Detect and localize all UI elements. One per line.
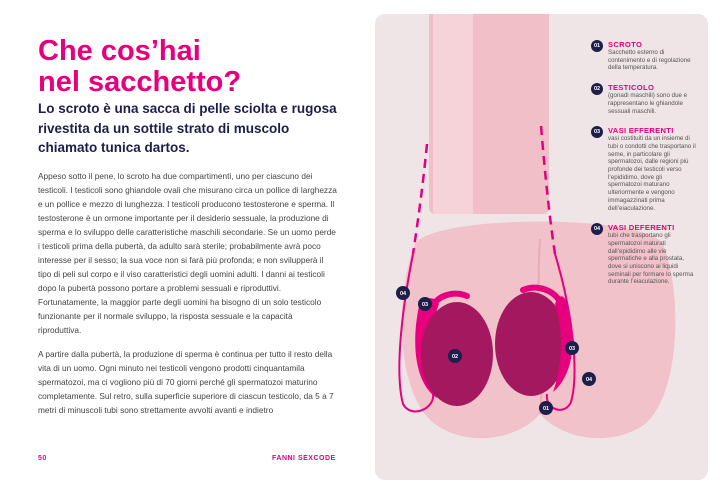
marker-02 <box>448 349 462 363</box>
marker-04-right-label: 04 <box>585 377 593 383</box>
marker-01 <box>539 401 553 415</box>
legend-item-scroto <box>591 40 703 72</box>
body-paragraph-2: A partire dalla pubertà, la produzione di sperma è continua per tutto il resto della vita di un uomo. Ogni minuto nei testicoli vengono prodotti cinquantamila spermatozoi, ma ci vogliono più di 70 giorni perché gli spermatozoi maturino completamente. Sul retro, sulla superficie superiore di ciascun testicolo, da 5 a 7 metri di minuscoli tubi sono strettamente avvolti avanti e indietro <box>38 349 334 415</box>
marker-03-left <box>418 297 432 311</box>
anatomy-panel <box>375 14 708 480</box>
running-head: FANNI SEXCODE <box>272 455 336 462</box>
marker-03-left-label: 03 <box>421 302 429 308</box>
penis-shaft-highlight <box>433 14 473 214</box>
legend-number: 01 <box>591 40 603 52</box>
body-text <box>38 169 338 427</box>
marker-04-left <box>396 286 410 300</box>
lead-paragraph: Lo scroto è una sacca di pelle sciolta e rugosa rivestita da un sottile strato di muscolo chiamato tunica dartos. <box>38 101 337 155</box>
legend-item-testicolo <box>591 83 703 115</box>
legend-item-vasi-efferenti <box>591 126 703 212</box>
legend-number: 03 <box>591 126 603 138</box>
page-title: Che cos’hai nel sacchetto? <box>38 35 242 98</box>
anatomy-legend <box>591 40 703 297</box>
marker-04-right <box>582 372 596 386</box>
legend-number: 02 <box>591 83 603 95</box>
marker-04-left-label: 04 <box>399 291 407 297</box>
legend-title: SCROTO <box>608 40 643 49</box>
page-number: 50 <box>38 455 47 462</box>
legend-description: (gonadi maschili) sono due e rappresentano le ghiandole sessuali maschili. <box>608 92 688 115</box>
legend-description: Sacchetto esterno di contenimento e di regolazione della temperatura. <box>608 49 691 72</box>
marker-03-right <box>565 341 579 355</box>
marker-02-label: 02 <box>451 354 459 360</box>
legend-item-vasi-deferenti <box>591 223 703 286</box>
legend-title: VASI EFFERENTI <box>608 126 674 136</box>
body-paragraph-1: Appeso sotto il pene, lo scroto ha due compartimenti, uno per ciascuno dei testicoli. I testicoli sono ghiandole ovali che misurano circa un pollice di larghezza e un pollice e mezzo di lunghezza. I testicoli producono testosterone e sperma. Il testosterone è un ormone importante per il desiderio sessuale, la produzione di sperma e lo sviluppo delle caratteristiche maschili secondarie. Se un uomo perde i testicoli prima della pubertà, da adulto sarà sterile; probabilmente avrà poco interesse per il sesso; la sua voce non si farà più profonda; e non svilupperà il tipo di peli sul corpo e il viso caratteristici degli uomini adulti. I danni ai testicoli dopo la pubertà possono portare a problemi sessuali e riproduttivi. Fortunatamente, la maggior parte degli uomini ha bisogno di un solo testicolo funzionante per il normale sviluppo, la risposta sessuale e la capacità riproduttiva. <box>38 171 337 335</box>
legend-description: tubi che trasportano gli spermatozoi maturati dall’epididimo alle vie spermatiche e alla prostata, dove si uniscono ai liquidi seminali per formare lo sperma durante l’eiaculazione. <box>608 232 694 286</box>
legend-title: VASI DEFERENTI <box>608 223 675 233</box>
legend-description: vasi costituiti da un insieme di tubi o condotti che trasportano il seme, in particolare gli spermatozoi, dalle regioni più profonde dei testicoli verso l’epididimo, dove gli spermatozoi maturano ulteriormente e vengono immagazzinati prima dell’eiaculazione. <box>608 135 696 212</box>
marker-01-label: 01 <box>542 406 550 412</box>
legend-title: TESTICOLO <box>608 83 655 93</box>
marker-03-right-label: 03 <box>568 346 576 352</box>
legend-number: 04 <box>591 223 603 235</box>
